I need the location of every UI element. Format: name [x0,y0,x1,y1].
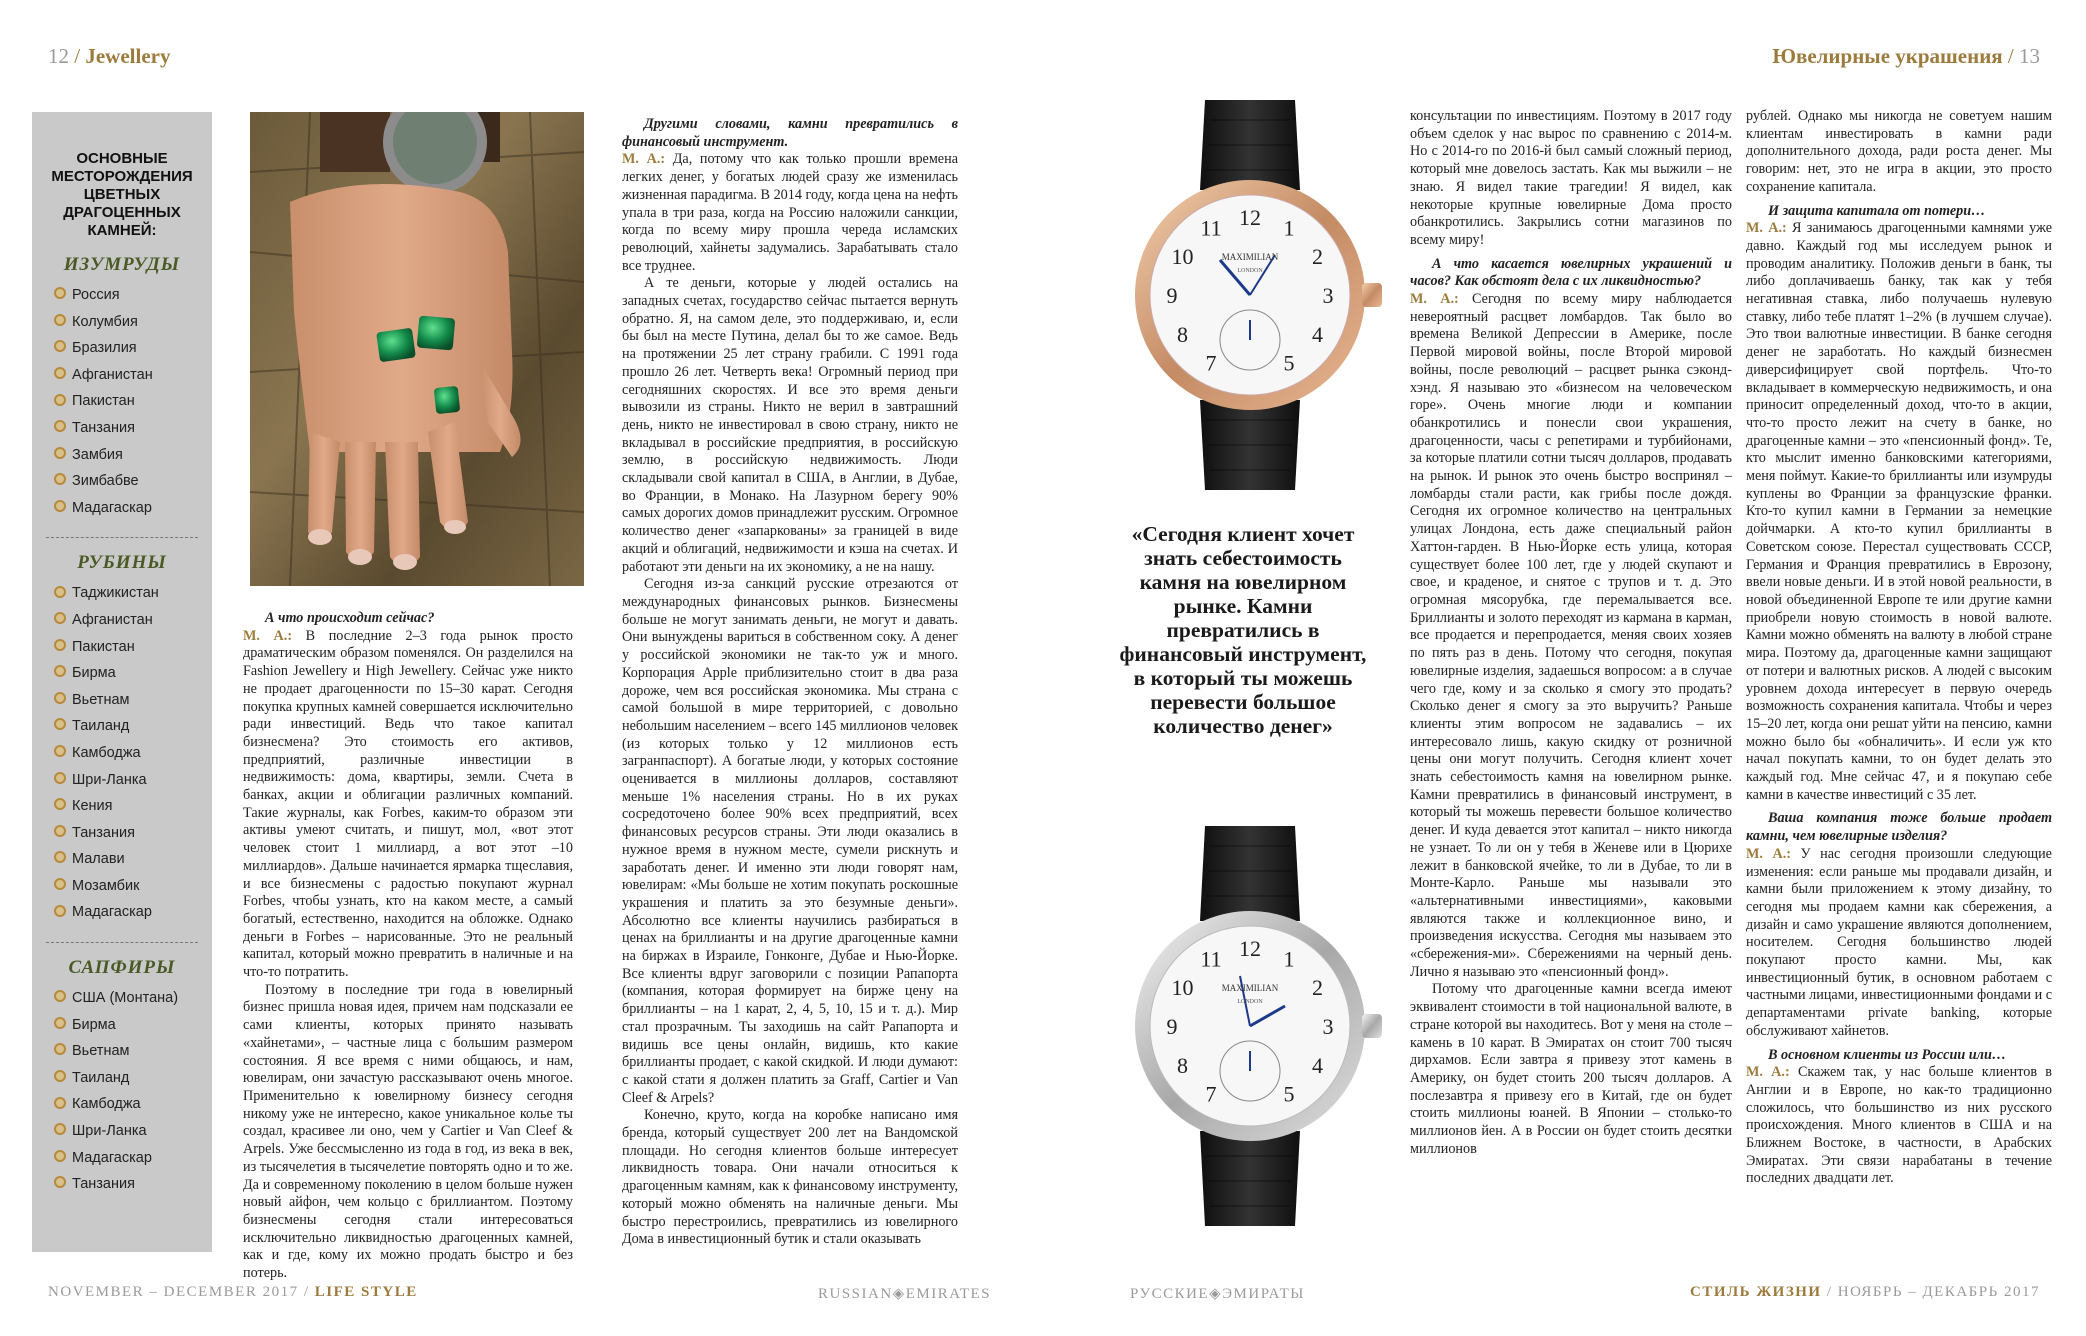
left-footer-date: NOVEMBER – DECEMBER 2017 [48,1284,299,1300]
sidebar-country-label: Таиланд [72,718,130,735]
watch-numeral: 3 [1322,1014,1334,1039]
watch-numeral: 8 [1177,322,1188,347]
sidebar-country-label: Замбия [72,446,123,463]
speaker-label: М. А.: [1746,1064,1790,1081]
article-column-1 [243,604,573,1283]
sidebar-country-item [54,660,212,687]
bullet-icon [54,825,66,837]
speaker-label: М. А.: [243,627,293,644]
sidebar-country-item [54,335,212,362]
bullet-icon [54,1150,66,1162]
speaker-label: М. А.: [1746,220,1787,237]
answer-text: У нас сегодня произошли следующие изменения: если раньше мы продавали дизайн, и камни были приложением к этому дизайну, то сегодня мы продаем камни как сбережения, а дизайн и само украшение являются дополнением, носителем. Сегодня большинство людей покупают просто камни. Мы, как инвестиционный бутик, в основном работаем с частными лицами, инвестиционными фондами и с департаментами private banking, которые обслуживают хайнетов. [1746,845,2053,1039]
watch-top-city: LONDON [1237,268,1263,274]
sidebar-country-item [54,468,212,495]
sidebar-country-label: Вьетнам [72,691,130,708]
left-footer: NOVEMBER – DECEMBER 2017 / LIFE STYLE [48,1284,418,1300]
sidebar-divider [46,942,198,943]
sidebar-country-list [32,580,212,926]
bullet-icon [54,990,66,1002]
right-footer-date: НОЯБРЬ – ДЕКАБРЬ 2017 [1837,1284,2040,1300]
bullet-icon [54,665,66,677]
watch-numeral: 5 [1283,1081,1295,1107]
bullet-icon [54,1097,66,1109]
body-paragraph: Сегодня из-за санкций русские отрезаются от международных финансовых рынков. Бизнесмены больше не могут занимать деньги, не могут и давать. Они вынуждены вариться в собственном соку. А денег у российской экономики не так-то уж и много. Корпорация Apple приблизительно стоит в два раза дороже, чем вся российская экономика. Мы страна с самой большой в мире территорией, с довольно небольшим населением – всего 145 миллионов человек (из которых только у 12 миллионов есть загранпаспорт). А богатые люди, у которых состояние оценивается в миллионы долларов, составляют меньше 1% населения страны. Но в их руках сосредоточено более 90% всех предприятий, всех финансовых ресурсов страны. Эти люди оказались в нужное время в нужном месте, сумели рискнуть и заработать денег. И именно эти люди говорят нам, ювелирам: «Мы больше не хотим покупать роскошные украшения и платить за это безумные деньги». Абсолютно все клиенты научились разбираться в ценах на бриллианты и на другие драгоценные камни на биржах в Израиле, Гонконге, Дубае и Нью-Йорке. Все клиенты вдруг заговорили с позиции Рапапорта (компания, которая формирует на бирже цену на бриллианты – на 1 карат, 2, 4, 5, 10, 15 и т. д.). Мир стал прозрачным. Ты заходишь на сайт Рапапорта и видишь все цены онлайн, видишь, кто какие бриллианты продает, с какой скидкой. И люди думают: с какой стати я должен платить за Graff, Cartier и Van Cleef & Arpels? [622,576,958,1106]
bullet-icon [54,639,66,651]
sidebar-country-label: Афганистан [72,366,153,383]
sidebar-country-item [54,793,212,820]
sidebar-country-item [54,713,212,740]
sidebar-country-item [54,846,212,873]
watch-image-white-gold [1110,826,1390,1226]
bullet-icon [54,586,66,598]
watch-numeral: 5 [1283,350,1295,376]
sidebar-country-item [54,1091,212,1118]
sidebar-country-label: Танзания [72,419,135,436]
bullet-icon [54,1176,66,1188]
sidebar-country-item [54,740,212,767]
watch-numeral: 4 [1312,322,1323,347]
bullet-icon [54,612,66,624]
interview-question: В основном клиенты из России или… [1768,1046,2007,1063]
body-paragraph: рублей. Однако мы никогда не советуем нашим клиентам инвестировать в камни ради дополнительного дохода, ради роста денег. Мы говорим: нет, это не игра в акции, это просто сохранение капитала. [1746,108,2052,195]
sidebar-country-item [54,1065,212,1092]
body-paragraph: Конечно, круто, когда на коробке написано имя бренда, который существует 200 лет на Вандомской площади. Но сегодня клиентов больше интересует ликвидность товара. Они начали относиться к драгоценным камням, как к финансовому инструменту, который можно обменять на наличные деньги. Мы быстро перестроились, превратились из ювелирного Дома в инвестиционный бутик и стали оказывать [622,1107,958,1248]
sidebar-country-label: Мадагаскар [72,499,152,516]
interview-question: Другими словами, камни превратились в финансовый инструмент. [622,116,958,150]
sidebar-country-item [54,1012,212,1039]
sidebar-country-label: Мадагаскар [72,904,152,921]
right-footer-section: СТИЛЬ ЖИЗНИ [1690,1284,1822,1300]
bullet-icon [54,798,66,810]
watch-bottom-city: LONDON [1237,999,1263,1005]
sidebar-country-label: Мадагаскар [72,1149,152,1166]
sidebar-country-label: Пакистан [72,393,135,410]
sidebar-country-label: Шри-Ланка [72,1123,147,1140]
left-page-number: 12 [48,44,69,68]
sidebar-country-label: Мозамбик [72,877,140,894]
watch-numeral: 3 [1322,283,1334,308]
bullet-icon [54,692,66,704]
sidebar-country-item [54,309,212,336]
sidebar-country-item [54,1145,212,1172]
bullet-icon [54,420,66,432]
body-paragraph: А те деньги, которые у людей остались на западных счетах, государство сейчас пытается вернуть обратно. Я, на самом деле, это поддерживаю, и, если бы был на месте Путина, делал бы то же самое. Ведь на протяжении 25 лет страну грабили. С 1991 года прошло 26 лет. Четверть века! Огромный период при сегодняшних скоростях. И все это время деньги вывозили из страны. Никто не верил в завтрашний день, никто не инвестировал в свою страну, никто не вкладывал в российские предприятия, в российскую землю, в российскую недвижимость. Люди складывали свой капитал в США, в Англии, в Дубае, во Франции, в Монако. На Лазурном берегу 90% самых дорогих домов принадлежит русским. Огромное количество денег «запаркованы» за границей в виде акций и облигаций, недвижимости и кэша на счетах. И работают эти деньги на их экономику, а не на нашу. [622,275,959,575]
bullet-icon [54,772,66,784]
article-column-3 [1410,108,1732,1158]
right-page-number: 13 [2019,44,2040,68]
bullet-icon [54,905,66,917]
sidebar-country-label: Таджикистан [72,585,159,602]
watch-numeral: 8 [1177,1053,1188,1078]
sidebar-country-item [54,687,212,714]
interview-answer [1746,220,2052,804]
sidebar-country-item [54,495,212,522]
left-running-header: 12 / Jewellery [48,44,171,68]
watch-numeral: 9 [1166,283,1178,308]
sidebar-country-label: Таиланд [72,1069,130,1086]
right-section-title: Ювелирные украшения [1772,44,2003,68]
sidebar-country-label: Танзания [72,824,135,841]
article-column-2 [622,110,958,1249]
bullet-icon [54,718,66,730]
sidebar-sections [32,254,212,1198]
interview-answer [1410,291,1732,981]
sidebar-country-label: Танзания [72,1176,135,1193]
watch-numeral: 9 [1166,1014,1178,1039]
bullet-icon [54,447,66,459]
interview-answer [1746,846,2052,1041]
watch-numeral: 12 [1239,205,1261,230]
right-footer-logo: РУССКИЕ◈ЭМИРАТЫ [1130,1286,1305,1302]
gem-deposits-sidebar [32,112,212,1252]
sidebar-country-item [54,985,212,1012]
sidebar-country-item [54,899,212,926]
answer-text: Я занимаюсь драгоценными камнями уже давно. Каждый год мы исследуем рынок и проводим аналитику. Положив деньги в банк, ты либо доплачиваешь банку, так как у тебя негативная ставка, либо получаешь нулевую ставку, либо тебе платят 1–2% (в лучшем случае). Это твои валютные инвестиции. В банке сегодня денег не заработать. Но каждый бизнесмен диверсифицирует свой портфель. Что-то вкладывает в коммерческую недвижимость, и она приносит определенный доход, что-то в акции, что-то просто лежит на счету в банке, но драгоценные камни – это «пенсионный фонд». Те, кто мыслит именно банковскими категориями, меня поймут. Какие-то бриллианты или изумруды куплены во Франции за французские франки. Кто-то купил камни в Германии за немецкие дойчмарки. А кто-то купил бриллианты в Советском союзе. Перестал существовать СССР, Германия и Франция превратились в Еврозону, ввели новые деньги. И в этой новой реальности, в новой объединенной Европе те или другие камни приобрели новую стоимость в новой валюте. Камни можно обменять на валюту в любой стране мира. Поэтому да, драгоценные камни защищают от потери и валютных рисков. А людей с высоким уровнем дохода интересует в первую очередь возможность сохранения капитала. Чтобы и через 15–20 лет, когда они решат уйти на пенсию, камни можно было бы «обналичить». И если уж кто начал покупать камни, то он будет делать это каждый год. Мне сейчас 47, и я покупаю себе камни в качестве инвестиций с 35 лет. [1746,220,2052,803]
left-footer-section: LIFE STYLE [314,1284,418,1300]
watch-numeral: 11 [1200,946,1222,972]
sidebar-country-item [54,580,212,607]
sidebar-title: ОСНОВНЫЕ МЕСТОРОЖДЕНИЯ ЦВЕТНЫХ ДРАГОЦЕННЫХ КАМНЕЙ: [51,150,193,239]
sidebar-country-label: Малави [72,851,125,868]
bullet-icon [54,367,66,379]
watch-bottom-brand: MAXIMILIAN [1221,983,1279,993]
answer-text: Да, потому что как только прошли времена легких денег, у богатых людей сразу же изменилась жизненная парадигма. В 2014 году, когда цена на нефть упала в три раза, когда на Россию наложили санкции, когда по всему миру прошла череда исламских революций, хайнеты задумались. Зарабатывать стало все труднее. [622,151,958,274]
sidebar-section-heading: ИЗУМРУДЫ [63,254,181,275]
body-paragraph: Потому что драгоценные камни всегда имеют эквивалент стоимости в той национальной валюте, в стране которой вы находитесь. Вот у меня на столе – камень в 10 карат. В Эмиратах он стоит 700 тысяч дирхамов. Если завтра я привезу этот камень в Америку, он будет стоить 200 тысяч долларов. А послезавтра я привезу его в Китай, где он будет стоить миллионы юаней. В Японии – столько-то миллионов йен. А в России он будет стоить десятки миллионов [1410,981,1732,1157]
sidebar-country-label: Зимбабве [72,473,139,490]
body-paragraph: Поэтому в последние три года в ювелирный бизнес пришла новая идея, причем нам подсказали ее сами клиенты, которых принято называть «хайнетами», – частные лица с большим размером состояния. Я все время с ними общаюсь, и нам, ювелирам, они зачастую рассказывают очень многое. Применительно к ювелирному бизнесу сегодня никому уже не интересно, какое уникальное колье ты создал, красивее ли оно, чем у Cartier и Van Cleef & Arpels. Уже бессмысленно из года в год, из века в век, из тысячелетия в тысячелетие повторять одно и то же. Да и современному поколению в целом больше нужен новый айфон, чем кольцо с бриллиантом. Поэтому бизнесмены сегодня стали интересоваться исключительно ликвидностью драгоценных камней, как и где, кому их можно продать быстро и без потерь. [243,981,573,1282]
sidebar-country-list [32,282,212,521]
watch-numeral: 7 [1205,1081,1217,1107]
sidebar-country-item [54,767,212,794]
bullet-icon [54,745,66,757]
sidebar-country-item [54,362,212,389]
watch-top-brand: MAXIMILIAN [1221,252,1279,262]
sidebar-country-list [32,985,212,1198]
interview-answer [1746,1064,2052,1188]
speaker-label: М. А.: [1746,845,1791,862]
interview-answer [243,628,573,982]
right-running-header: Ювелирные украшения / 13 [1772,44,2040,68]
interview-question: А что происходит сейчас? [265,610,435,626]
bullet-icon [54,394,66,406]
watch-numeral: 1 [1283,215,1295,241]
interview-question: И защита капитала от потери… [1768,202,1986,219]
sidebar-country-label: Афганистан [72,611,153,628]
bullet-icon [54,340,66,352]
interview-answer [622,151,958,275]
article-column-4 [1746,108,2052,1188]
watch-image-rose-gold [1110,100,1390,490]
sidebar-country-label: Колумбия [72,313,138,330]
sidebar-country-label: США (Монтана) [72,990,179,1007]
sidebar-country-item [54,634,212,661]
answer-text: Скажем так, у нас больше клиентов в Англии и в Европе, но как-то традиционно сложилось, что большинство из них русского происхождения. Много клиентов в США и на Ближнем Востоке, в частности, в Арабских Эмиратах. Эти связи нарабатаны в течение последних двадцати лет. [1746,1064,2052,1187]
interview-question: А что касается ювелирных украшений и часов? Как обстоят дела с их ликвидностью? [1410,255,1732,290]
speaker-label: М. А.: [622,151,666,168]
bullet-icon [54,1070,66,1082]
bullet-icon [54,287,66,299]
sidebar-country-label: Камбоджа [72,1096,141,1113]
hand-with-emerald-rings-photo [250,112,584,586]
sidebar-country-label: Камбоджа [72,744,141,761]
watch-numeral: 10 [1171,975,1194,1000]
sidebar-country-label: Бразилия [72,340,137,357]
sidebar-country-label: Кения [72,798,113,815]
watch-numeral: 4 [1312,1053,1323,1078]
pull-quote: «Сегодня клиент хочет знать себестоимость камня на ювелирном рынке. Камни превратились в финансовый инструмент, в который ты можешь перевести большое количество денег» [1119,522,1367,738]
sidebar-divider [46,537,198,538]
sidebar-country-item [54,388,212,415]
sidebar-country-item [54,442,212,469]
sidebar-country-label: Бирма [72,665,116,682]
bullet-icon [54,1123,66,1135]
left-section-title: Jewellery [85,44,171,68]
bullet-icon [54,1043,66,1055]
sidebar-country-label: Бирма [72,1016,116,1033]
sidebar-country-item [54,873,212,900]
bullet-icon [54,851,66,863]
sidebar-country-item [54,282,212,309]
watch-numeral: 2 [1312,975,1323,1000]
sidebar-country-label: Шри-Ланка [72,771,147,788]
bullet-icon [54,878,66,890]
sidebar-country-item [54,820,212,847]
sidebar-country-label: Вьетнам [72,1043,130,1060]
watch-numeral: 10 [1171,244,1194,269]
left-footer-logo: RUSSIAN◈EMIRATES [818,1286,992,1302]
sidebar-country-item [54,1171,212,1198]
interview-question: Ваша компания тоже больше продает камни, чем ювелирные изделия? [1746,810,2052,845]
watch-numeral: 7 [1205,350,1217,376]
sidebar-section-heading: САПФИРЫ [68,957,176,979]
watch-numeral: 1 [1283,946,1295,972]
speaker-label: М. А.: [1410,291,1459,308]
body-paragraph: консультации по инвестициям. Поэтому в 2017 году объем сделок у нас вырос по сравнению с 2014-м. Но с 2014-го по 2016-й был самый сложный период, который мне довелось застать. Как мы выжили – не знаю. Я видел такие трагедии! Я видел, как некоторые крупные ювелирные Дома просто обанкротились. Закрылись сотни магазинов по всему миру! [1410,108,1732,248]
watch-numeral: 2 [1312,244,1323,269]
bullet-icon [54,314,66,326]
bullet-icon [54,500,66,512]
sidebar-country-item [54,607,212,634]
sidebar-country-item [54,1118,212,1145]
right-footer: СТИЛЬ ЖИЗНИ / НОЯБРЬ – ДЕКАБРЬ 2017 [1690,1284,2040,1300]
sidebar-country-label: Россия [72,287,120,303]
answer-text: В последние 2–3 года рынок просто драматическим образом поменялся. Он разделился на Fashion Jewellery и High Jewellery. Сейчас уже никто не продает драгоценности по 15–30 карат. Сегодня покупка крупных камней совершается исключительно ради инвестиций. Ведь что такое капитал бизнесмена? Это стоимость его активов, предприятий, различные инвестиции в недвижимость: дома, квартиры, земли. Счета в банках, акции и облигации различных компаний. Такие журналы, как Forbes, каким-то образом эти активы умеют считать, и пишут, мол, «вот этот человек стоит 1 миллиард, а вот этот –10 миллиардов». Дальше начинается ярмарка тщеславия, и все бизнесмены с радостью покупают журнал Forbes, чтобы узнать, кто на каком месте, а самый богатый, естественно, находится на обложке. Однако деньги в Forbes – нарисованные. Это не реальный капитал, который можно превратить в наличные и на что-то потратить. [243,627,573,981]
sidebar-country-label: Пакистан [72,638,135,655]
sidebar-section-heading: РУБИНЫ [77,552,167,574]
bullet-icon [54,473,66,485]
answer-text: Сегодня по всему миру наблюдается невероятный расцвет ломбардов. Так было во времена Великой Депрессии в Америке, после Первой мировой войны, после Второй мировой войны, после революций – расцвет рынка сэконд-хэнд. Я называю это «бизнесом на человеческом горе». Очень многие люди и компании обанкротились и понесли свои украшения, драгоценности, часы с репетирами и турбийонами, за которые платили сотни тысяч долларов, продавать на рынок. И рынок это очень быстро воспринял – ломбарды стали расти, как грибы после дождя. Сегодня их огромное количество на центральных улицах Лондона, есть даже специальный район Хаттон-гарден. В Нью-Йорке есть улица, которая существует более 100 лет, где у людей скупают и свое, и краденое, и снятое с трупов и т. д. Это огромная мясорубка, где перемалывается все. Бриллианты и золото переходят из кармана в карман, все продается и перепродается, меняя своих хозяев по пять раз в день. Потому что сегодня, покупая ювелирные изделия, задаешься вопросом: а в случае чего где, кому и за сколько я смогу это продать? Сколько денег я смогу за это выручить? Раньше клиенты этим вопросом не задавались – их интересовало лишь, какую скидку от розничной цены они могут получить. Сегодня клиент хочет знать себестоимость камня на ювелирном рынке. Камни превратились в финансовый инструмент, в который ты можешь перевести большое количество денег. И куда девается этот капитал – никто никогда не узнает. То ли он у тебя в Женеве или в Цюрихе лежит в банковской ячейке, то ли в Дубае, то ли в Монте-Карло. Раньше мы называли это «альтернативными инвестициями», каковыми являются также и коллекционное вино, и произведения искусства. Сегодня мы называем это «сбережения-ми». Сбережениями на черный день. Лично я называю это «пенсионный фонд». [1410,291,1732,980]
sidebar-country-item [54,415,212,442]
bullet-icon [54,1017,66,1029]
watch-numeral: 12 [1239,936,1261,961]
watch-numeral: 11 [1200,215,1222,241]
sidebar-country-item [54,1038,212,1065]
